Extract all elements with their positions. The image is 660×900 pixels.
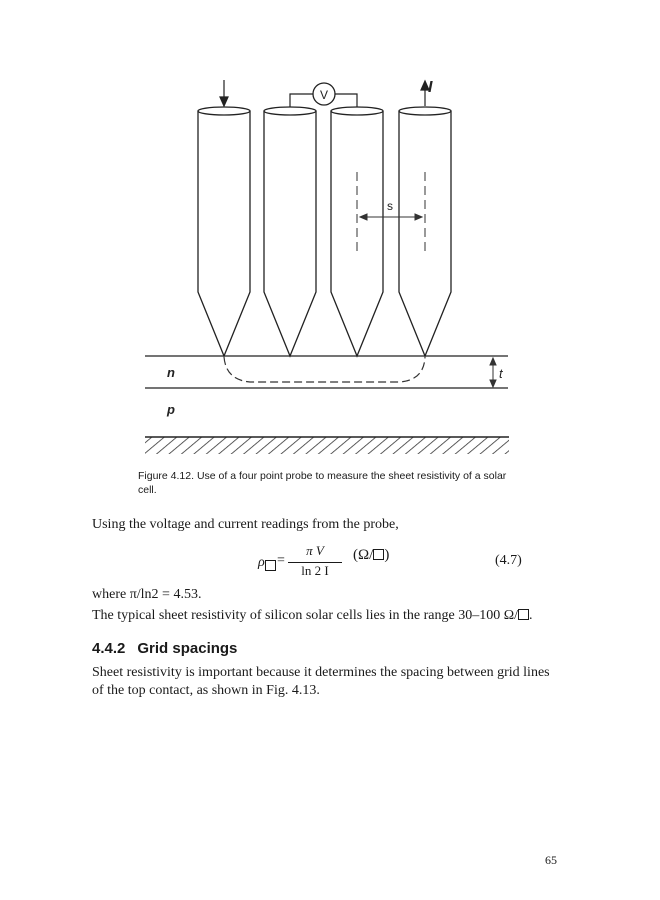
page-number: 65 [545,853,557,867]
square-symbol-icon [265,560,276,571]
current-path [224,357,425,382]
paragraph-where: where π/ln2 = 4.53. [92,587,202,602]
paragraph-grid: Sheet resistivity is important because it determines the spacing between grid lines of the top contact, as shown in Fig. 4.13. [92,665,550,698]
probe-1 [198,107,250,356]
equals-sign: = [277,553,285,568]
square-symbol-icon [373,549,384,560]
n-layer-label: n [167,365,175,380]
figure-caption: Figure 4.12. Use of a four point probe to measure the sheet resistivity of a solar cell. [138,470,507,496]
four-point-probe-diagram [140,70,520,470]
thickness-label: t [499,366,503,381]
spacing-dimension [357,172,425,255]
back-contact [145,437,509,454]
paragraph-typical: The typical sheet resistivity of silicon solar cells lies in the range 30–100 Ω/ . [92,608,533,623]
equation-lhs: ρ [258,555,276,573]
p-layer-label: p [167,402,175,417]
equation-numerator: π V [306,543,324,558]
probe-2 [264,107,316,356]
current-label: I [428,79,433,96]
voltmeter [313,83,335,105]
equation-number: (4.7) [495,553,522,568]
voltmeter-label: V [319,88,329,102]
equation-denominator: ln 2 I [301,563,329,578]
thickness-dimension [490,358,496,387]
section-heading: 4.4.2 Grid spacings [92,640,238,657]
paragraph-intro: Using the voltage and current readings from the probe, [92,517,399,532]
square-symbol-icon [518,609,529,620]
spacing-label: s [387,199,393,213]
current-in-arrow [220,80,228,106]
equation-unit: (Ω/ ) [353,547,390,563]
